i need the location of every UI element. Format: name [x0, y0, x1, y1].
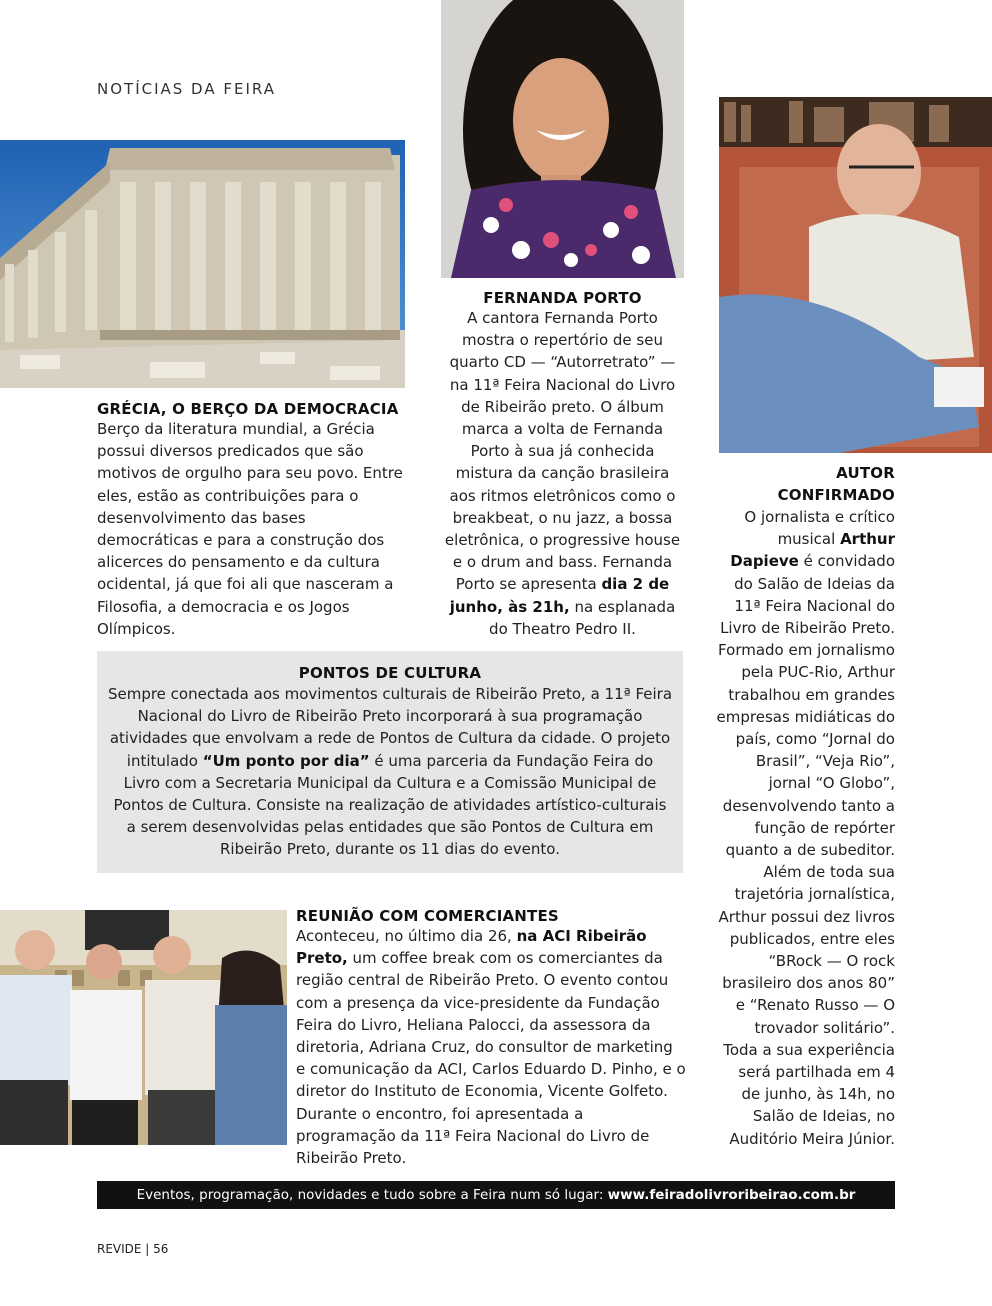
fernanda-porto-photo: [441, 0, 684, 278]
pontos-de-cultura-box: [97, 651, 683, 873]
arthur-name: Arthur Dapieve: [730, 530, 895, 571]
reuniao-body-text-2: um coffee break com os comerciantes da região central de Ribeirão Preto. O evento contou com a presença da vice-presidente da Fundação Feira do Livro, Heliana Palocci, da assessora da diretoria, Adriana Cruz, do consultor de marketing e comunicação da ACI, Carlos Eduardo D. Pinho, e o diretor do Instituto de Economia, Vicente Golfeto. Durante o encontro, foi apresentada a programação da 11ª Feira Nacional do Livro de Ribeirão Preto.: [296, 949, 686, 1168]
pontos-body-text-1: Sempre conectada aos movimentos culturais de Ribeirão Preto, a 11ª Feira Nacional do Livro de Ribeirão Preto incorporará à sua programação atividades que envolvam a rede de Pontos de Cultura da cidade. O projeto intitulado: [107, 685, 673, 770]
parthenon-photo: [0, 140, 405, 388]
arthur-dapieve-photo: [719, 97, 992, 453]
fernanda-article: [441, 289, 684, 640]
pontos-body: [107, 683, 673, 861]
fernanda-body-text-2: na esplanada do Theatro Pedro II.: [489, 597, 676, 638]
arthur-title: AUTOR CONFIRMADO: [777, 464, 895, 504]
reuniao-location: na ACI Ribeirão Preto,: [296, 927, 647, 968]
fernanda-date: dia 2 de junho, às 21h,: [449, 575, 670, 616]
reuniao-body-text-1: Aconteceu, no último dia 26,: [296, 927, 512, 945]
reuniao-article: [296, 907, 686, 1169]
pontos-body-text-2: é uma parceria da Fundação Feira do Livro com a Secretaria Municipal da Cultura e a Comissão Municipal de Pontos de Cultura. Consiste na realização de atividades artístico-culturais a serem desenvolvidas pelas entidades que são Pontos de Cultura em Ribeirão Preto, durante os 11 dias do evento.: [113, 751, 667, 859]
greece-article: [97, 400, 407, 640]
meeting-group-photo: [0, 910, 287, 1145]
reuniao-body: [296, 925, 686, 1169]
fernanda-title: FERNANDA PORTO: [483, 289, 642, 307]
section-label: NOTÍCIAS DA FEIRA: [97, 80, 276, 98]
fernanda-body-text-1: A cantora Fernanda Porto mostra o repertório de seu quarto CD — “Autorretrato” — na 11ª Feira Nacional do Livro de Ribeirão preto. O álbum marca a volta de Fernanda Porto à sua já conhecida mistura da canção brasileira aos ritmos eletrônicos como o breakbeat, o nu jazz, a bossa eletrônica, o progressive house e o drum and bass. Fernanda Porto se apresenta: [444, 309, 681, 594]
reuniao-title: REUNIÃO COM COMERCIANTES: [296, 907, 559, 925]
arthur-body-text-1: O jornalista e crítico musical: [744, 508, 895, 549]
page-folio: REVIDE | 56: [97, 1242, 169, 1256]
arthur-body-text-2: é convidado do Salão de Ideias da 11ª Feira Nacional do Livro de Ribeirão Preto. Formado em jornalismo pela PUC-Rio, Arthur trabalhou em grandes empresas midiáticas do país, como “Jornal do Brasil”, “Veja Rio”, jornal “O Globo”, desenvolvendo tanto a função de repórter quanto a de subeditor. Além de toda sua trajetória jornalística, Arthur possui dez livros publicados, entre eles “BRock — O rock brasileiro dos anos 80” e “Renato Russo — O trovador solitário”. Toda a sua experiência será partilhada em 4 de junho, às 14h, no Salão de Ideias, no Auditório Meira Júnior.: [716, 552, 895, 1148]
footer-url[interactable]: www.feiradolivroribeirao.com.br: [607, 1187, 856, 1203]
arthur-article: [716, 462, 895, 1150]
pontos-project-name: “Um ponto por dia”: [202, 751, 370, 770]
greece-body: Berço da literatura mundial, a Grécia possui diversos predicados que são motivos de orgulho para seu povo. Entre eles, estão as contribuições para o desenvolvimento das bases democráticas e para a construção dos alicerces do pensamento e da cultura ocidental, já que foi ali que nasceram a Filosofia, a democracia e os Jogos Olímpicos.: [97, 420, 403, 638]
arthur-body: [716, 506, 895, 1150]
pontos-title: PONTOS DE CULTURA: [298, 664, 482, 682]
footer-bar: [97, 1181, 895, 1209]
greece-title: GRÉCIA, O BERÇO DA DEMOCRACIA: [97, 400, 399, 418]
fernanda-body: [441, 307, 684, 640]
footer-text: Eventos, programação, novidades e tudo sobre a Feira num só lugar:: [136, 1187, 604, 1203]
